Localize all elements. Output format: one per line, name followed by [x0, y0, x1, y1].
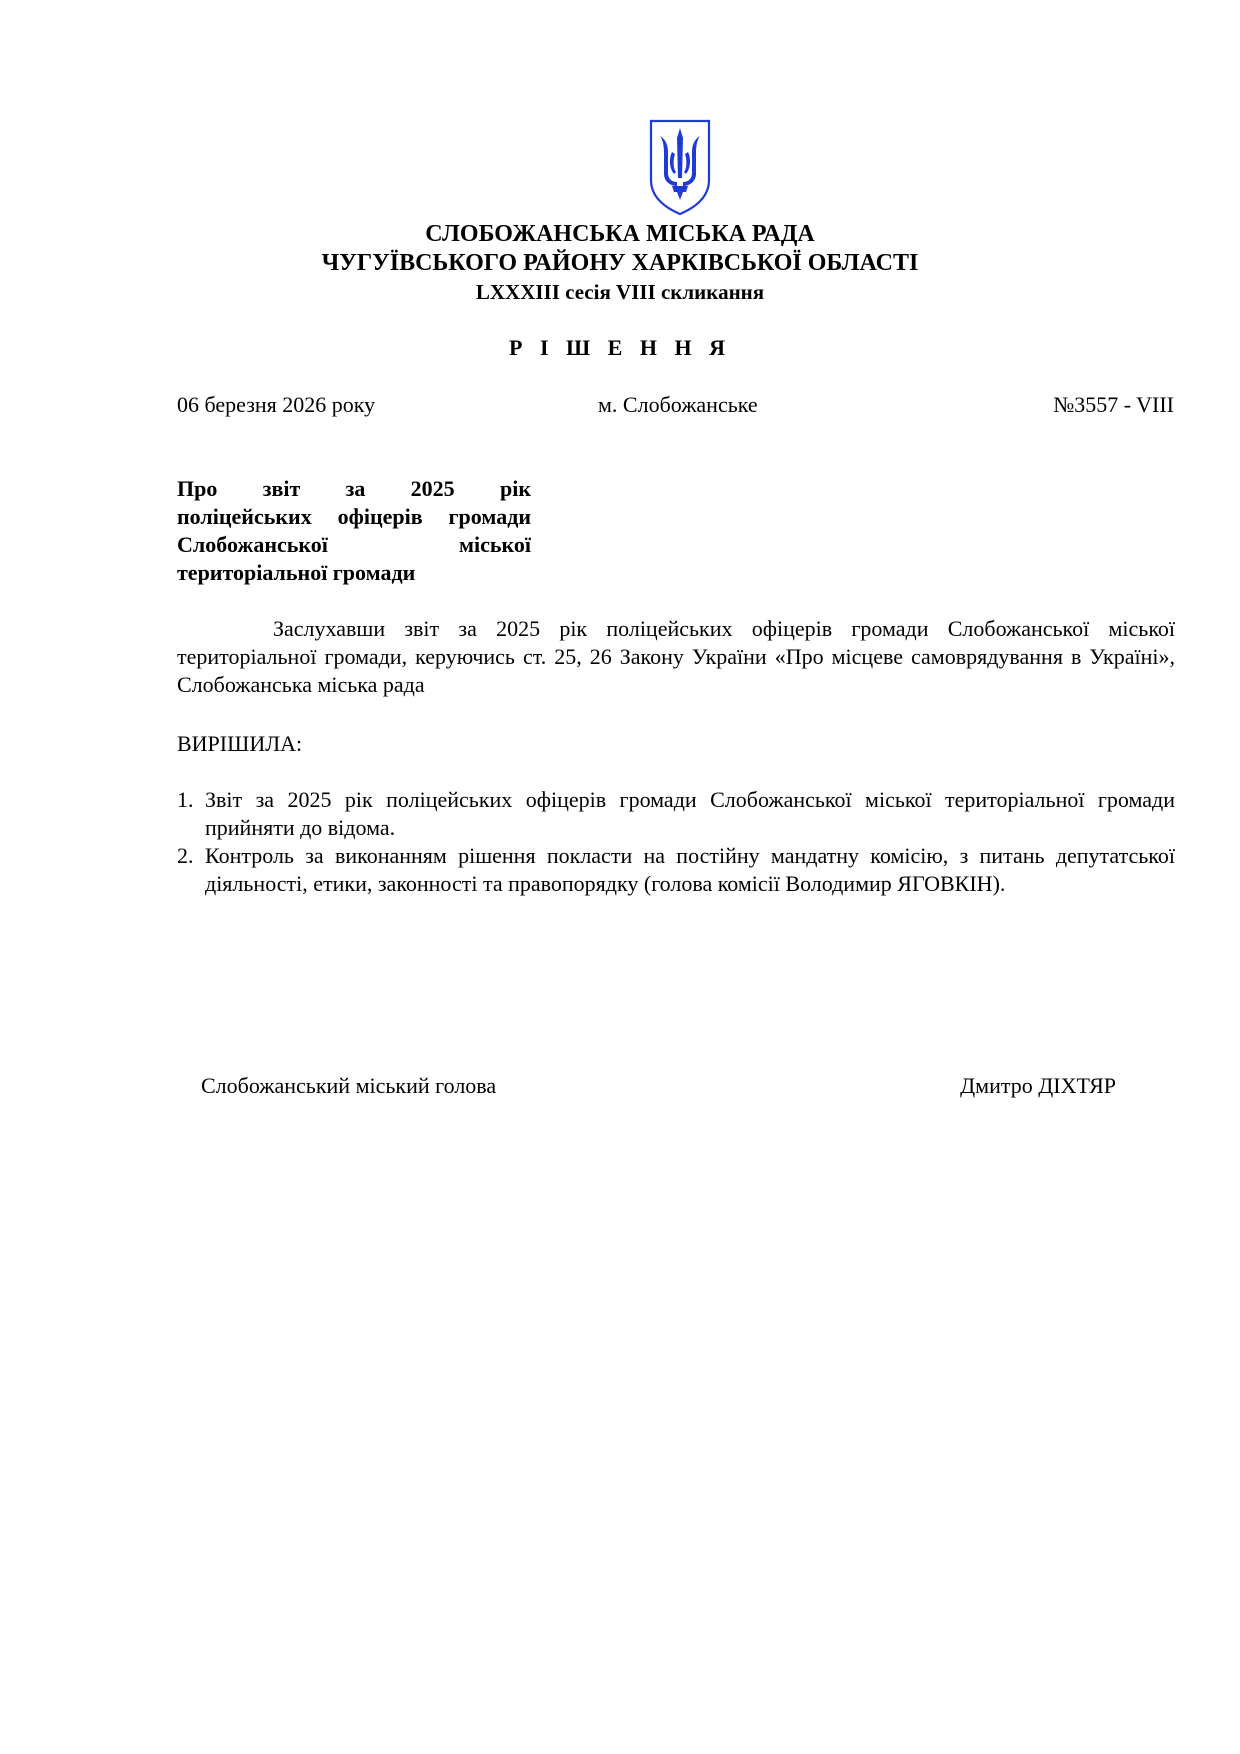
session-label: LXXXIII сесія VIII скликання [475, 280, 765, 304]
preamble-paragraph: Заслухавши звіт за 2025 рік поліцейських офіцерів громади Слобожанської міської територіальної громади, керуючись ст. 25, 26 Закону України «Про місцеве самоврядування в Україні», Слобожанська міська рада [177, 616, 1175, 697]
decision-item [177, 786, 1175, 842]
subject-line: Слобожанської міської [177, 532, 531, 557]
decision-subject [177, 475, 531, 587]
signatory-name: Дмитро ДІХТЯР [960, 1073, 1116, 1098]
decision-item-number: 1. [177, 787, 194, 812]
signatory-role: Слобожанський міський голова [201, 1073, 497, 1098]
decision-place: м. Слобожанське [598, 392, 758, 417]
decision-date: 06 березня 2026 року [177, 392, 376, 417]
decision-item-number: 2. [177, 843, 194, 868]
subject-line: Про звіт за 2025 рік [177, 476, 531, 501]
subject-line: територіальної громади [177, 560, 416, 585]
document-title: Р І Ш Е Н Н Я [509, 335, 731, 360]
district-name: ЧУГУЇВСЬКОГО РАЙОНУ ХАРКІВСЬКОЇ ОБЛАСТІ [321, 250, 919, 276]
decision-item [177, 842, 1175, 898]
trident-coat-of-arms-icon [648, 118, 712, 216]
resolved-label: ВИРІШИЛА: [177, 731, 303, 756]
decision-item-text: Контроль за виконанням рішення покласти на постійну мандатну комісію, з питань депутатської діяльності, етики, законності та правопорядку (голова комісії Володимир ЯГОВКІН). [205, 843, 1175, 896]
decision-item-text: Звіт за 2025 рік поліцейських офіцерів громади Слобожанської міської територіальної громади прийняти до відома. [205, 787, 1175, 840]
decision-number: №3557 - VIII [1053, 392, 1174, 417]
subject-line: поліцейських офіцерів громади [177, 504, 531, 529]
council-name: СЛОБОЖАНСЬКА МІСЬКА РАДА [425, 221, 815, 247]
decisions-list [177, 786, 1175, 898]
